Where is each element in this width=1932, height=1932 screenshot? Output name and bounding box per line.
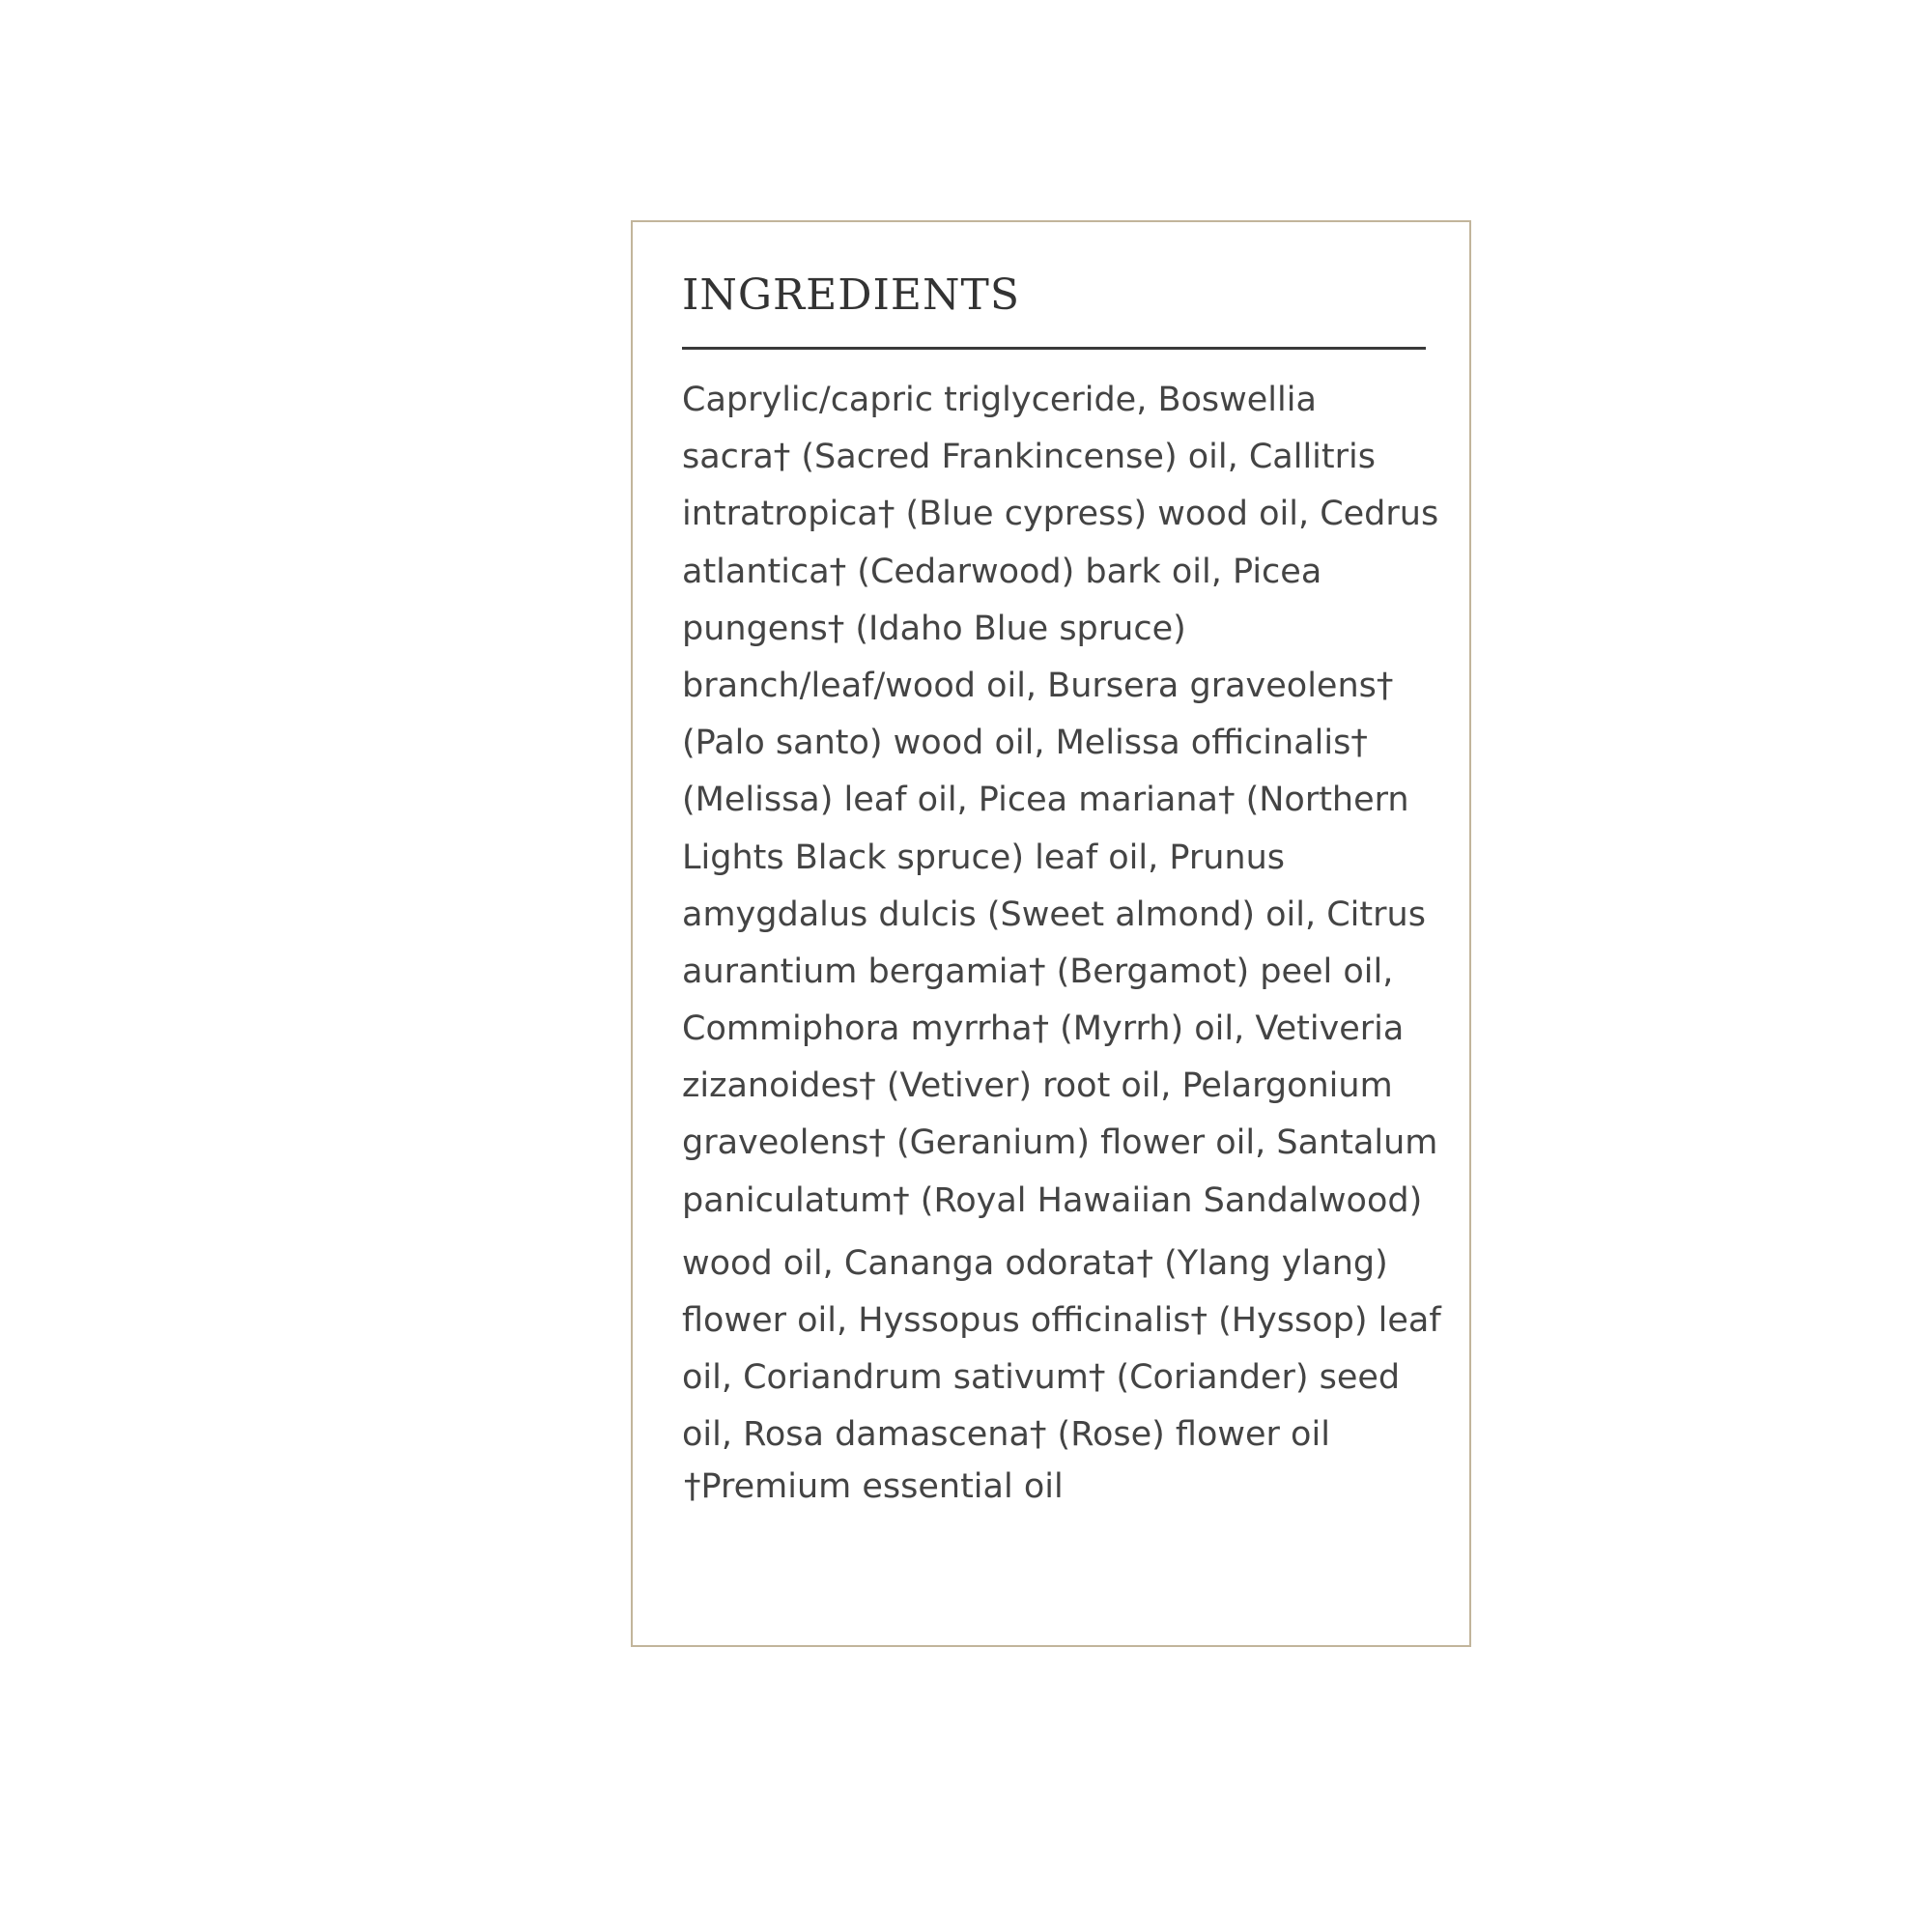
ingredients-line: branch/leaf/wood oil, Bursera graveolens† (682, 666, 1394, 705)
ingredients-line: aurantium bergamia† (Bergamot) peel oil, (682, 952, 1394, 991)
ingredients-line: (Palo santo) wood oil, Melissa officinalis† (682, 724, 1368, 763)
premium-oil-footnote: †Premium essential oil (684, 1467, 1064, 1506)
ingredients-line: amygdalus dulcis (Sweet almond) oil, Citrus (682, 895, 1426, 934)
heading-divider (682, 347, 1426, 350)
ingredients-line: zizanoides† (Vetiver) root oil, Pelargonium (682, 1066, 1393, 1106)
ingredients-heading: INGREDIENTS (682, 270, 1021, 320)
ingredients-line: oil, Coriandrum sativum† (Coriander) seed (682, 1358, 1401, 1398)
ingredients-line: atlantica† (Cedarwood) bark oil, Picea (682, 552, 1322, 591)
ingredients-line: paniculatum† (Royal Hawaiian Sandalwood) (682, 1180, 1423, 1220)
ingredients-line: flower oil, Hyssopus officinalis† (Hyssop) leaf (682, 1301, 1441, 1340)
ingredients-line: pungens† (Idaho Blue spruce) (682, 609, 1186, 648)
ingredients-list (682, 372, 1441, 1464)
ingredients-line: (Melissa) leaf oil, Picea mariana† (Northern (682, 781, 1409, 820)
ingredients-line: intratropica† (Blue cypress) wood oil, Cedrus (682, 495, 1439, 534)
ingredients-line: Commiphora myrrha† (Myrrh) oil, Vetiveria (682, 1009, 1405, 1049)
ingredients-line: wood oil, Cananga odorata† (Ylang ylang) (682, 1243, 1388, 1283)
ingredients-line: graveolens† (Geranium) flower oil, Santalum (682, 1123, 1438, 1163)
ingredients-line: Lights Black spruce) leaf oil, Prunus (682, 838, 1286, 877)
ingredients-line: oil, Rosa damascena† (Rose) flower oil (682, 1415, 1330, 1455)
ingredients-line: sacra† (Sacred Frankincense) oil, Callitris (682, 438, 1376, 477)
ingredients-line: Caprylic/capric triglyceride, Boswellia (682, 381, 1317, 419)
ingredients-panel (631, 220, 1471, 1647)
